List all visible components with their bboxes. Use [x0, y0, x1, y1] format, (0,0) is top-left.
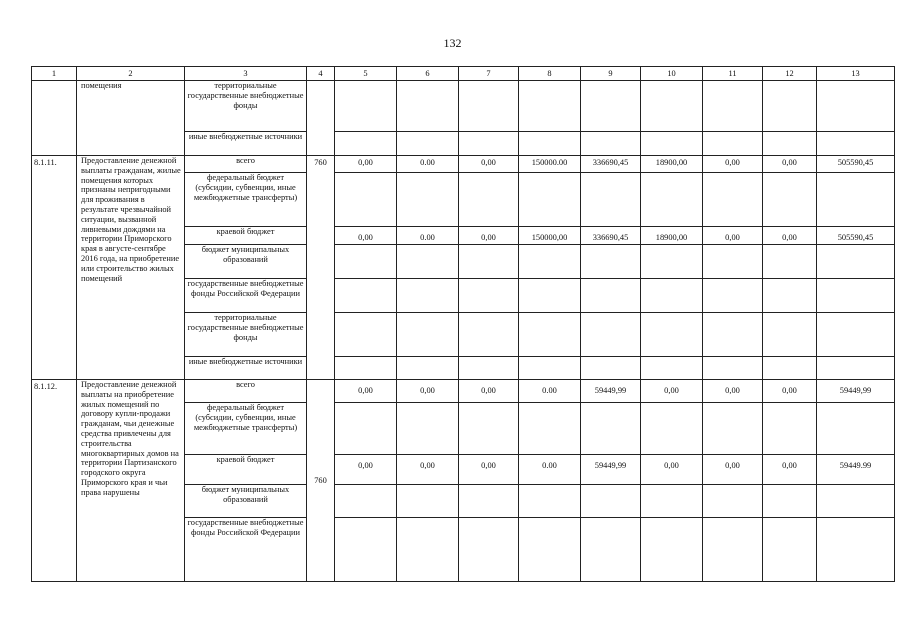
header-cell: 12 — [763, 67, 817, 81]
value-cell: 18900,00 — [641, 156, 703, 173]
description-cell: Предоставление денежной выплаты на приобретение жилых помещений по договору купли-продажи гражданам, чьи денежные средства привлечены для строительства многоквартирных домов на территории Партизанского городского округа Приморского края и чьи права нарушены — [77, 380, 185, 582]
value-cell: 0,00 — [459, 227, 519, 245]
header-cell: 13 — [817, 67, 895, 81]
code-cell: 760 — [307, 380, 335, 582]
value-cell: 0,00 — [703, 227, 763, 245]
source-cell: бюджет муниципальных образований — [185, 485, 307, 518]
value-cell: 0,00 — [641, 380, 703, 403]
value-cell: 59449,99 — [581, 455, 641, 485]
source-cell: всего — [185, 380, 307, 403]
source-cell: государственные внебюджетные фонды Российской Федерации — [185, 279, 307, 313]
value-cell: 336690,45 — [581, 156, 641, 173]
value-cell: 59449,99 — [817, 380, 895, 403]
value-cell: 0,00 — [459, 156, 519, 173]
header-cell: 11 — [703, 67, 763, 81]
value-cell: 0,00 — [459, 380, 519, 403]
value-cell: 0.00 — [519, 455, 581, 485]
value-cell: 505590,45 — [817, 156, 895, 173]
page-number: 132 — [443, 36, 462, 50]
value-cell: 59449.99 — [817, 455, 895, 485]
header-cell: 2 — [77, 67, 185, 81]
value-cell: 336690,45 — [581, 227, 641, 245]
source-cell: государственные внебюджетные фонды Российской Федерации — [185, 518, 307, 582]
description-cell: помещения — [77, 81, 185, 156]
table-row — [32, 156, 895, 173]
header-cell: 10 — [641, 67, 703, 81]
description-cell: Предоставление денежной выплаты гражданам, жилые помещения которых признаны непригодными для проживания в результате чрезвычайной ситуации, вызванной ливневыми дождями на территории Приморского края в августе-сентябре 2016 года, на приобретение или строительство жилых помещений — [77, 156, 185, 380]
code-cell — [307, 81, 335, 156]
index-cell: 8.1.11. — [32, 156, 77, 380]
value-cell: 0,00 — [397, 455, 459, 485]
value-cell: 0,00 — [335, 380, 397, 403]
value-cell: 0,00 — [763, 380, 817, 403]
header-cell: 3 — [185, 67, 307, 81]
value-cell: 0,00 — [641, 455, 703, 485]
index-cell — [32, 81, 77, 156]
value-cell: 0,00 — [335, 455, 397, 485]
source-cell: территориальные государственные внебюджетные фонды — [185, 313, 307, 357]
value-cell: 0,00 — [703, 380, 763, 403]
header-cell: 1 — [32, 67, 77, 81]
value-cell: 0,00 — [335, 156, 397, 173]
value-cell: 0,00 — [763, 227, 817, 245]
value-cell: 505590,45 — [817, 227, 895, 245]
value-cell: 0.00 — [397, 227, 459, 245]
header-cell: 5 — [335, 67, 397, 81]
value-cell: 0,00 — [763, 455, 817, 485]
source-cell: иные внебюджетные источники — [185, 357, 307, 380]
index-cell: 8.1.12. — [32, 380, 77, 582]
value-cell: 0,00 — [335, 227, 397, 245]
header-cell: 8 — [519, 67, 581, 81]
header-cell: 7 — [459, 67, 519, 81]
header-row — [32, 67, 895, 81]
source-cell: федеральный бюджет (субсидии, субвенции, иные межбюджетные трансферты) — [185, 173, 307, 227]
value-cell: 0,00 — [703, 156, 763, 173]
value-cell: 150000,00 — [519, 227, 581, 245]
table-row — [32, 81, 895, 132]
value-cell: 18900,00 — [641, 227, 703, 245]
header-cell: 6 — [397, 67, 459, 81]
code-cell: 760 — [307, 156, 335, 380]
header-cell: 9 — [581, 67, 641, 81]
source-cell: федеральный бюджет (субсидии, субвенции, иные межбюджетные трансферты) — [185, 403, 307, 455]
source-cell: бюджет муниципальных образований — [185, 245, 307, 279]
source-cell: иные внебюджетные источники — [185, 132, 307, 156]
table-row — [32, 380, 895, 403]
value-cell: 0,00 — [459, 455, 519, 485]
source-cell: всего — [185, 156, 307, 173]
value-cell: 0,00 — [703, 455, 763, 485]
value-cell: 59449,99 — [581, 380, 641, 403]
source-cell: территориальные государственные внебюджетные фонды — [185, 81, 307, 132]
source-cell: краевой бюджет — [185, 455, 307, 485]
value-cell: 0.00 — [397, 156, 459, 173]
budget-table — [31, 66, 895, 582]
value-cell: 0,00 — [763, 156, 817, 173]
value-cell: 0,00 — [397, 380, 459, 403]
header-cell: 4 — [307, 67, 335, 81]
value-cell: 0.00 — [519, 380, 581, 403]
source-cell: краевой бюджет — [185, 227, 307, 245]
value-cell: 150000.00 — [519, 156, 581, 173]
